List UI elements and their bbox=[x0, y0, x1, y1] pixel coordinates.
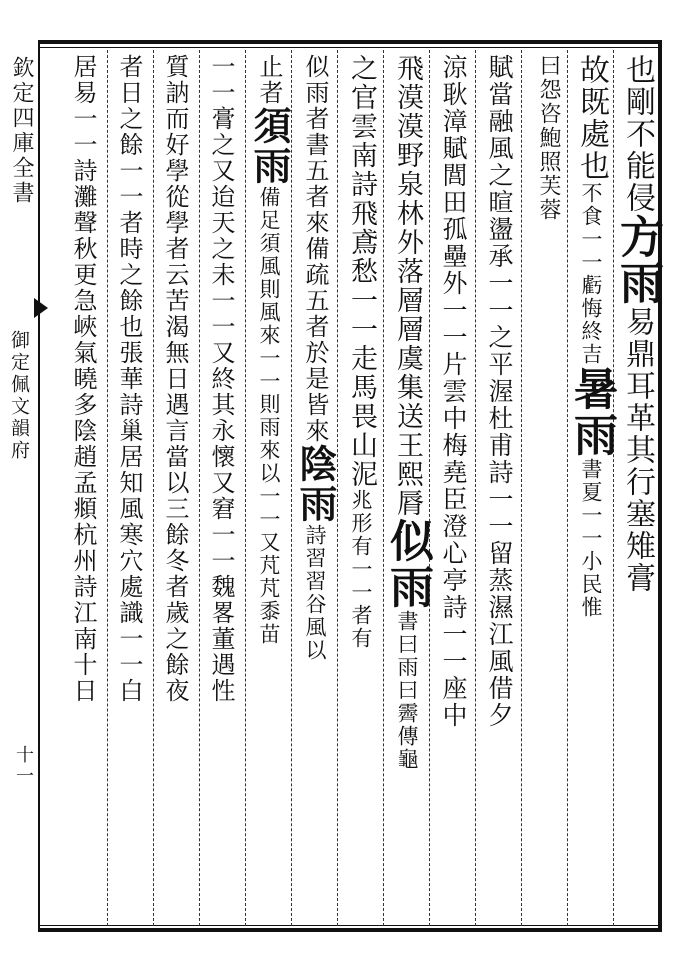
text-column-9 bbox=[248, 54, 290, 924]
text-run: 書夏一一小民惟 bbox=[579, 458, 603, 619]
text-run: 曰怨咨鮑照芙蓉 bbox=[536, 54, 561, 222]
text-column-6 bbox=[382, 54, 433, 924]
text-run: 書曰雨曰霽傳龜 bbox=[395, 610, 419, 771]
column-rule bbox=[475, 50, 476, 926]
column-rule bbox=[383, 50, 384, 926]
page-number: 十一 bbox=[13, 745, 34, 787]
text-run: 賦當融風之暄盪承一一之平渥杜甫詩一一留蒸濕江風借夕 bbox=[485, 54, 514, 729]
text-run: 易鼎耳革其行塞雉膏 bbox=[620, 306, 655, 594]
text-column-2 bbox=[566, 54, 617, 924]
frame-top-border bbox=[38, 40, 662, 44]
text-run: 質訥而好學從學者云苦渴無日遇言當以三餘冬者歲之餘夜 bbox=[161, 54, 189, 704]
frame-left-border bbox=[38, 40, 40, 932]
column-rule bbox=[521, 50, 522, 926]
text-column-5 bbox=[432, 54, 474, 924]
text-run: 居易一一詩灘聲秋更急峽氣曉多陰趙孟頫杭州詩江南十日 bbox=[69, 54, 97, 704]
text-run: 似雨者書五者來備疏五者於是皆來 bbox=[301, 54, 329, 444]
text-column-8 bbox=[294, 54, 336, 924]
text-run: 之官雲南詩飛鳶愁一一走馬畏山泥 bbox=[346, 54, 377, 489]
column-rule bbox=[613, 50, 614, 926]
text-run: 也剛不能侵 bbox=[620, 54, 655, 214]
text-column-7 bbox=[340, 54, 382, 924]
text-run: 飛漠漠野泉林外落層層虞集送王熙脣 bbox=[392, 54, 423, 518]
column-rule bbox=[153, 50, 154, 926]
column-rule bbox=[199, 50, 200, 926]
frame-right-border bbox=[658, 40, 662, 932]
headword: 暑雨 bbox=[566, 366, 617, 458]
headword: 須雨 bbox=[247, 106, 292, 186]
text-run: 止者 bbox=[255, 54, 283, 106]
text-column-12 bbox=[110, 54, 148, 924]
text-column-4 bbox=[478, 54, 520, 924]
text-column-1 bbox=[612, 54, 663, 924]
text-run: 故既處也 bbox=[574, 54, 609, 182]
headword: 似雨 bbox=[382, 518, 433, 610]
text-column-3 bbox=[528, 54, 568, 924]
column-rule bbox=[107, 50, 108, 926]
headword: 陰雨 bbox=[293, 444, 338, 524]
text-run: 以一一又芃芃黍苗 bbox=[257, 462, 281, 646]
frame-bottom-inner-border bbox=[38, 925, 662, 926]
text-column-10 bbox=[202, 54, 240, 924]
text-run: 者日之餘一一者時之餘也張華詩巢居知風寒穴處識一一白 bbox=[115, 54, 143, 704]
text-run: 詩習習谷風以 bbox=[303, 524, 327, 662]
text-run: 不食一一虧悔終吉 bbox=[579, 182, 603, 366]
text-run: 兆形有一一者有 bbox=[349, 489, 373, 650]
margin-book-title: 御定佩文韻府 bbox=[8, 330, 30, 462]
frame-top-inner-border bbox=[38, 47, 662, 48]
text-column-11 bbox=[156, 54, 194, 924]
text-run: 備足須風則風來一一則雨來 bbox=[257, 186, 281, 462]
text-run: 一一膏之又迨天之未一一又終其永懷又窘一一魏畧董遇性 bbox=[207, 54, 235, 704]
column-rule bbox=[245, 50, 246, 926]
text-run: 涼耿漳賦閭田孤壘外一一片雲中梅堯臣澄心亭詩一一座中 bbox=[439, 54, 468, 729]
headword: 方雨 bbox=[612, 214, 663, 306]
column-rule bbox=[429, 50, 430, 926]
text-column-13 bbox=[64, 54, 102, 924]
fish-tail-mark bbox=[34, 298, 48, 318]
margin-title: 欽定四庫全書 bbox=[9, 56, 34, 206]
frame-bottom-border bbox=[38, 928, 662, 932]
